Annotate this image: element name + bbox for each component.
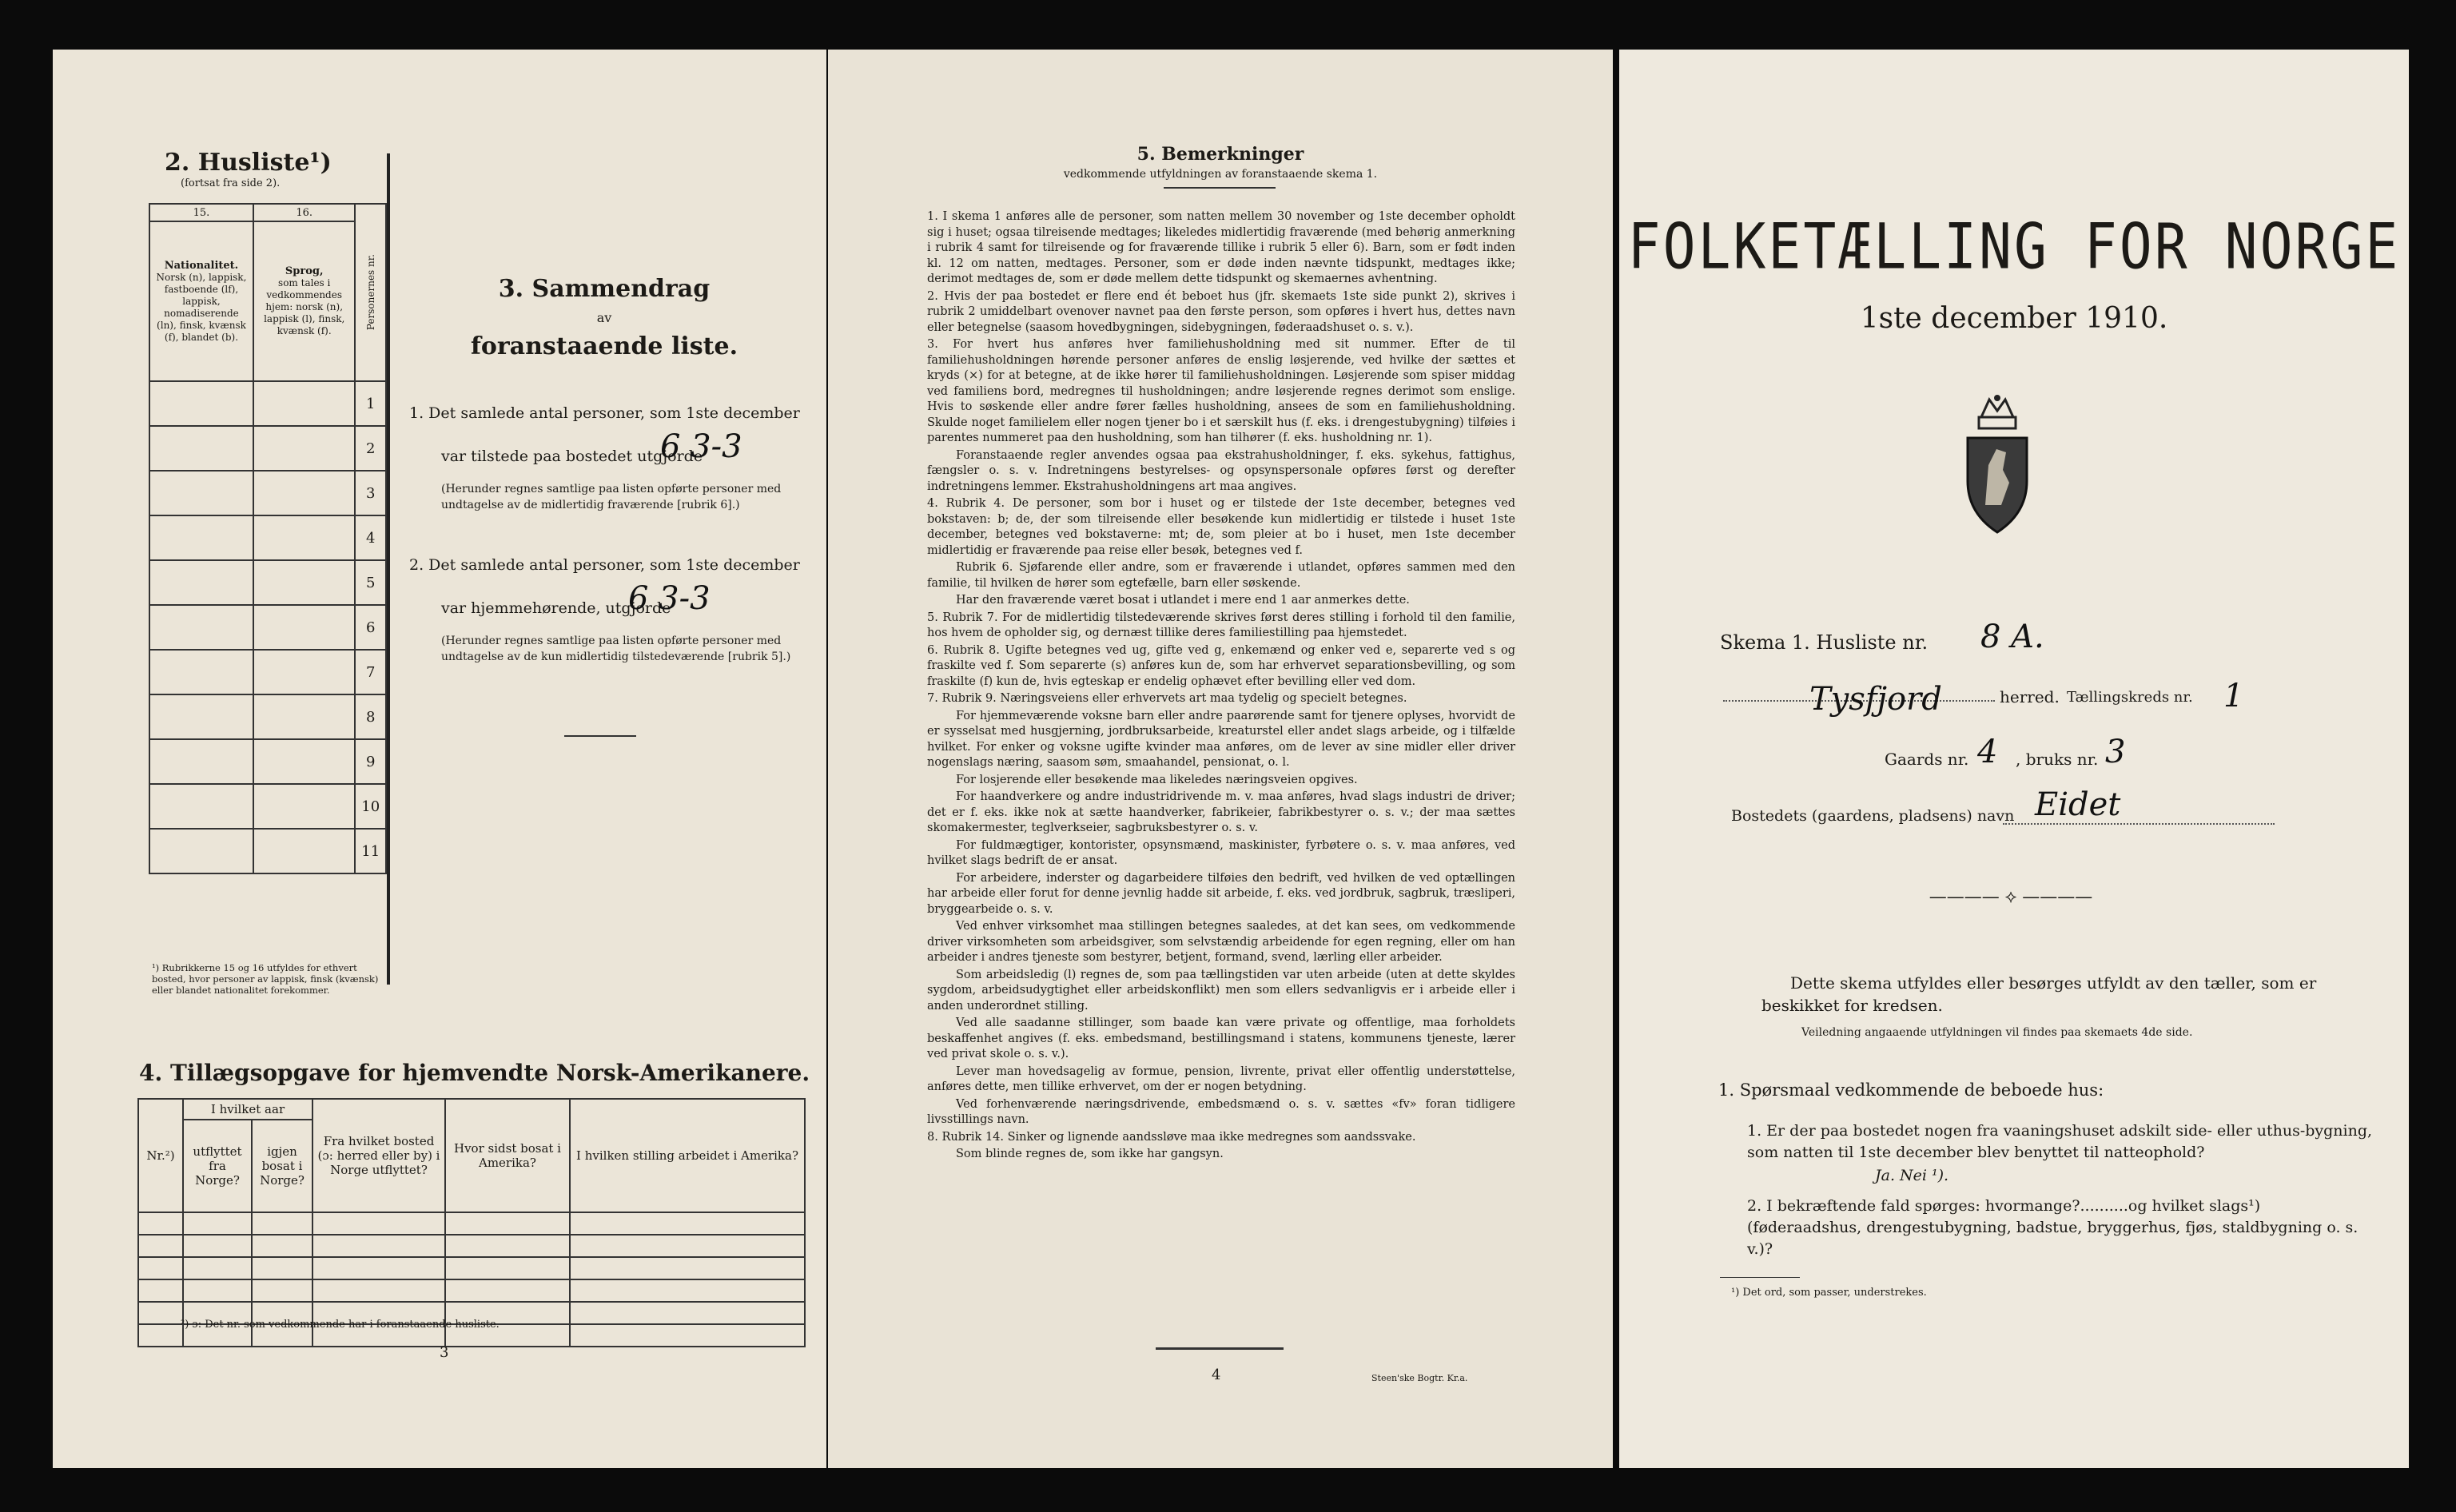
ornament-divider: ———— ⟡ ———— [1929,887,2093,907]
bruks-label: , bruks nr. [2016,750,2099,769]
remark-item: For haandverkere og andre industridrivende m. v. maa anføres, hvad slags industri de driver; det er f. eks. ikke nok at sætte haandverker, fabrikeier, fabrikbestyrer o. s. v.; der maa sættes skomakermester, teglverkseier, sagbruksbestyrer o. s. v. [927,790,1515,834]
remark-item: 4. Rubrik 4. De personer, som bor i huset og er tilstede der 1ste december, betegnes ved bokstaven: b; de, der som tilreisende eller besøkende kun midlertidig er tilstede i huset 1ste december, betegnes ved bokstaverne: mt; de, som pleier at bo i huset, men 1ste december midlertidig er fraværende paa reise eller besøk, betegnes ved f. [927,497,1515,557]
s4-col-utflyttet: utflyttet fra Norge? [183,1120,252,1212]
sprog-header: Sprog, [285,265,324,277]
instruction-text: Dette skema utfyldes eller besørges utfyldt av den tæller, som er beskikket for kredsen. [1761,973,2317,1015]
bosted-hand: Eidet [2035,786,2121,823]
s3-item1-note: (Herunder regnes samtlige paa listen opførte personer med undtagelse av de midlertidig fraværende [rubrik 6].) [441,483,782,511]
bosted-line [2003,823,2275,825]
question-1: 1. Er der paa bostedet nogen fra vaaningshuset adskilt side- eller uthus-bygning, som natten til 1ste december blev benyttet til natteophold? [1747,1122,2373,1161]
remark-item: For hjemmeværende voksne barn eller andre paarørende samt for tjenere oplyses, hvorvidt de er sysselsat med husgjerning, jordbruksarbeide, kreaturstel eller andet slags arbeide, og i tilfælde hvilket. For enker og voksne ugifte kvinder maa anføres, om de lever av sine midler eller driver nogenslags næring, saasom søm, smaahandel, pensionat, o. l. [927,709,1515,769]
s4-note: ²) ɔ: Det nr. som vedkommende har i foranstaaende husliste. [181,1319,500,1331]
bruks-hand: 3 [2105,734,2126,770]
herred-hand: Tysfjord [1809,681,1942,718]
s4-title: 4. Tillægsopgave for hjemvendte Norsk-Amerikanere. [139,1060,810,1086]
page-number: 4 [1212,1367,1221,1383]
remark-item: For arbeidere, inderster og dagarbeidere tilføies den bedrift, ved hvilken de ved optællingen har arbeide eller forut for denne jevnlig hadde sit arbeide, f. eks. ved jordbruk, sagbruk, træsliperi, bryggearbeide o. s. v. [927,871,1515,916]
persons-header: Personernes nr. [364,254,376,331]
remarks-body [927,209,1515,1164]
skema-label: Skema 1. Husliste nr. [1720,631,1929,654]
remark-item: Ved enhver virksomhet maa stillingen betegnes saaledes, at det kan sees, om vedkommende driver virksomheten som arbeidsgiver, som selvstændig arbeidende for egen regning, eller om han arbeider i andres tjeneste som bestyrer, betjent, formand, svend, lærling eller arbeider. [927,920,1515,964]
question-2: 2. I bekræftende fald spørges: hvormange?..........og hvilket slags¹) (føderaadshus, drengestubygning, badstue, bryggerhus, fjøs, staldbygning o. s. v.)? [1747,1197,2358,1258]
form-date: 1ste december 1910. [1860,302,2168,335]
s3-av: av [596,310,612,325]
s4-col-hvor: Hvor sidst bosat i Amerika? [445,1099,570,1212]
s4-col-fra: Fra hvilket bosted (ɔ: herred eller by) i Norge utflyttet? [312,1099,445,1212]
remark-item: Foranstaaende regler anvendes ogsaa paa ekstrahusholdninger, f. eks. sykehus, fattighus, fængsler o. s. v. Indretningens bestyrelses- og opsynspersonale opføres først og derefter indretningens lemmer. Ekstrahusholdningens art maa angives. [927,448,1515,493]
huslist-note: ¹) Rubrikkerne 15 og 16 utfyldes for ethvert bosted, hvor personer av lappisk, finsk (kvænsk) eller blandet nationalitet forekommer. [152,962,379,996]
remark-item: 1. I skema 1 anføres alle de personer, som natten mellem 30 november og 1ste december opholdt sig i huset; ogsaa tilreisende medtages; likeledes midlertidig fraværende (med behørig anmerkning i rubrik 4 samt for tilreisende og for fraværende tillike i rubrik 5 eller 6). Barn, som er født inden kl. 12 om natten, medtages. Personer, som er døde inden nævnte tidspunkt, medtages ikke; derimot medtages de, som er døde mellem dette tidspunkt og skemaernes avhentning. [927,210,1515,285]
remark-item: Ved forhenværende næringsdrivende, embedsmænd o. s. v. sættes «fv» foran tidligere livsstillings navn. [927,1097,1515,1126]
remark-item: Som arbeidsledig (l) regnes de, som paa tællingstiden var uten arbeide (uten at dette skyldes sygdom, arbeidsudygtighet eller arbeidskonflikt) men som ellers sedvanligvis er i arbeide eller i anden underordnet stilling. [927,968,1515,1013]
skema-hand: 8 A. [1980,619,2044,655]
row-number: 8 [355,694,386,739]
row-number: 5 [355,560,386,605]
page-number: 3 [440,1344,449,1361]
footnote: ¹) Det ord, som passer, understrekes. [1731,1287,1927,1299]
row-number: 7 [355,650,386,694]
divider [387,153,390,985]
s3-item2-note: (Herunder regnes samtlige paa listen opførte personer med undtagelse av de kun midlertidig tilstedeværende [rubrik 5].) [441,635,791,663]
s3-item2-a: 2. Det samlede antal personer, som 1ste december [409,556,800,574]
question-1-answer: Ja. Nei ¹). [1875,1167,1949,1184]
sprog-text: som tales i vedkommendes hjem: norsk (n), lappisk (l), finsk, kvænsk (f). [264,277,345,336]
page-middle [828,50,1613,1468]
kreds-label: Tællingskreds nr. [2067,689,2193,706]
remark-item: For fuldmægtiger, kontorister, opsynsmænd, maskinister, fyrbøtere o. s. v. maa anføres, ved hvilket slags bedrift de er ansat. [927,838,1515,867]
s3-item2-b: var hjemmehørende, utgjorde [441,599,671,617]
divider [1720,1277,1800,1278]
col-16: 16. [253,204,356,221]
remark-item: Har den fraværende været bosat i utlandet i mere end 1 aar anmerkes dette. [956,594,1410,607]
divider [1156,1347,1284,1350]
row-number: 1 [355,381,386,426]
s3-item1-b: var tilstede paa bostedet utgjorde [441,448,703,465]
huslist-table [149,203,387,874]
divider [1164,187,1276,189]
remark-item: Rubrik 6. Sjøfarende eller andre, som er fraværende i utlandet, opføres sammen med den familie, til hvilken de hører som egtefælle, barn eller søskende. [927,561,1515,590]
instruction-note: Veiledning angaaende utfyldningen vil findes paa skemaets 4de side. [1801,1026,2193,1039]
s3-item1-a: 1. Det samlede antal personer, som 1ste december [409,404,800,422]
s4-table [137,1098,806,1347]
row-number: 11 [355,829,386,873]
huslist-title: 2. Husliste¹) [165,149,332,177]
remark-item: For losjerende eller besøkende maa likeledes næringsveien opgives. [956,773,1358,786]
remarks-subtitle: vedkommende utfyldningen av foranstaaende skema 1. [1063,168,1378,181]
remark-item: Lever man hovedsagelig av formue, pension, livrente, privat eller offentlig understøttelse, anføres dette, men tillike erhvervet, om der er nogen betydning. [927,1064,1515,1093]
s4-col-group: I hvilket aar [183,1099,312,1120]
page-left [53,50,826,1468]
coat-of-arms-icon [1961,393,2033,535]
s3-title: 3. Sammendrag [498,275,711,303]
remark-item: 8. Rubrik 14. Sinker og lignende aandssløve maa ikke medregnes som aandssvake. [927,1130,1416,1144]
gaards-hand: 4 [1977,734,1998,770]
remark-item: 5. Rubrik 7. For de midlertidig tilstedeværende skrives først deres stilling i forhold til den familie, hos hvem de opholder sig, og dernæst tillike deres familiestilling paa hjemstedet. [927,611,1515,639]
col-15: 15. [149,204,253,221]
s4-col-igjen: igjen bosat i Norge? [252,1120,312,1212]
row-number: 4 [355,515,386,560]
bosted-label: Bostedets (gaardens, pladsens) navn [1731,807,2015,825]
huslist-subtitle: (fortsat fra side 2). [181,177,281,189]
kreds-hand: 1 [2223,678,2244,714]
question-header: 1. Spørsmaal vedkommende de beboede hus: [1718,1080,2104,1100]
s3-sub: foranstaaende liste. [470,332,738,360]
remark-item: Som blinde regnes de, som ikke har gangsyn. [956,1148,1224,1160]
nat-text: Norsk (n), lappisk, fastboende (lf), lappisk, nomadiserende (ln), finsk, kvænsk (f), blandet (b). [156,271,247,343]
remark-item: Ved alle saadanne stillinger, som baade kan være private og offentlige, maa forholdets beskaffenhet angives (f. eks. embedsmand, bestillingsmand i statens, kommunens tjeneste, lærer ved privat skole o. s. v.). [927,1017,1515,1060]
s3-item2-hand: 6 3-3 [628,580,711,617]
s4-col-nr: Nr.²) [138,1099,183,1212]
row-number: 9 [355,739,386,784]
row-number: 3 [355,471,386,515]
remark-item: 7. Rubrik 9. Næringsveiens eller erhvervets art maa tydelig og specielt betegnes. [927,692,1407,705]
nat-header: Nationalitet. [164,259,239,272]
remark-item: 3. For hvert hus anføres hver familiehusholdning med sit nummer. Efter de til familiehusholdningen hørende personer anføres de enslig løsjerende, ved hvilke der sættes et kryds (×) for at betegne, at de ikke hører til familiehusholdningen. Løsjerende som spiser middag ved familiens bord, medregnes til husholdningen; andre løsjerende regnes derimot som enslige. Hvis to søskende eller andre fører fælles husholdning, ansees de som en familiehusholdning. Skulde noget familielem eller nogen tjener bo i et særskilt hus (f. eks. i drengestubygning) tilføies i parentes nummeret paa den husholdning, som han tilhører (f. eks. husholdning nr. 1). [927,338,1515,444]
page-right [1619,50,2409,1468]
row-number: 10 [355,784,386,829]
row-number: 6 [355,605,386,650]
row-number: 2 [355,426,386,471]
remarks-title: 5. Bemerkninger [1136,144,1304,165]
remark-item: 2. Hvis der paa bostedet er flere end ét beboet hus (jfr. skemaets 1ste side punkt 2), skrives i rubrik 2 umiddelbart ovenover navnet paa den første person, som opføres i hvert hus, dettes navn eller betegnelse (saasom hovedbygningen, sidebygningen, føderaadshuset o. s. v.). [927,289,1515,334]
printer-mark: Steen'ske Bogtr. Kr.a. [1371,1373,1468,1383]
s4-col-stilling: I hvilken stilling arbeidet i Amerika? [570,1099,805,1212]
form-title: FOLKETÆLLING FOR NORGE [1627,211,2401,284]
herred-label: herred. [2000,687,2060,706]
divider [564,735,636,737]
s3-item1-hand: 6 3-3 [660,428,742,465]
remark-item: 6. Rubrik 8. Ugifte betegnes ved ug, gifte ved g, enkemænd og enker ved e, separerte ved s og fraskilte ved f. Som separerte (s) anføres kun de, som har erhvervet separationsbevilling, og som fraskilte (f) kun de, hvis egteskap er endelig ophævet efter bevilling eller ved dom. [927,643,1515,688]
gaards-label: Gaards nr. [1885,750,1969,769]
